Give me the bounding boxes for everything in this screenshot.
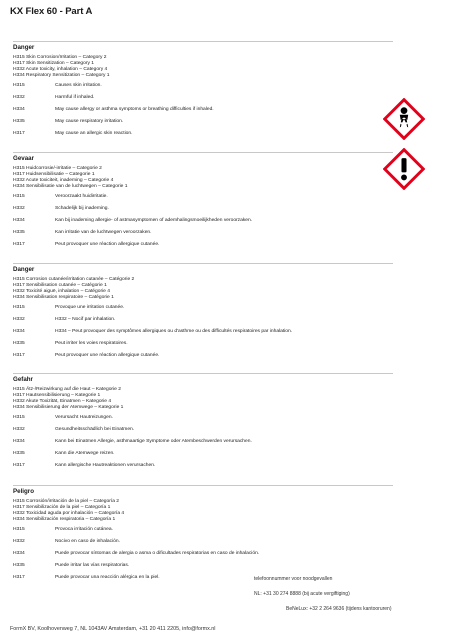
hazard-statement-row [13, 79, 393, 91]
hazard-statement-row [13, 435, 393, 447]
h-text: Kan irritatie van de luchtwegen veroorzaken. [55, 229, 152, 235]
classification-line: H334 Sensibilisierung der Atemwege – Kategorie 1 [13, 405, 124, 410]
h-code: H332 [13, 426, 25, 432]
h-code: H335 [13, 340, 25, 346]
hazard-statement-row [13, 571, 393, 583]
h-text: Veroorzaakt huidirritatie. [55, 193, 108, 199]
h-code: H332 [13, 538, 25, 544]
health-hazard-icon [383, 98, 425, 140]
ghs-pictograms [383, 98, 427, 198]
hazard-statement-row [13, 535, 393, 547]
hazard-statement-row [13, 226, 393, 238]
h-code: H335 [13, 562, 25, 568]
h-code: H332 [13, 205, 25, 211]
hazard-statement-row [13, 103, 393, 115]
signal-word: Gefahr [13, 373, 393, 383]
hazard-statement-row [13, 91, 393, 103]
h-code: H317 [13, 462, 25, 468]
h-text: Kan bij inademing allergie- of astmasymptomen of ademhalingsmoeilijkheden veroorzaken. [55, 217, 253, 223]
classification-line: H332 Acute toxiciteit, inademing – Categorie 4 [13, 178, 114, 183]
classification-line: H334 Respiratory Sensitization – Category 1 [13, 73, 110, 78]
classification-line: H315 Huidcorrosie/-irritatie – Categorie 2 [13, 166, 102, 171]
signal-word: Peligro [13, 485, 393, 495]
h-code: H335 [13, 118, 25, 124]
h-text: May cause an allergic skin reaction. [55, 130, 133, 136]
hazard-statement-row [13, 115, 393, 127]
h-text: Peut provoquer une réaction allergique cutanée. [55, 241, 160, 247]
hazard-statement-row [13, 547, 393, 559]
hazard-statement-row [13, 523, 393, 535]
hazard-section-fr [13, 263, 393, 361]
hazard-statement-row [13, 190, 393, 202]
hazard-statement-row [13, 127, 393, 139]
exclamation-mark-icon [383, 148, 425, 190]
hazard-statement-row [13, 349, 393, 361]
hazard-statement-row [13, 313, 393, 325]
classification-line: H317 Sensibilisation cutanée – Catégorie 1 [13, 283, 107, 288]
classification-line: H332 Toxicidad aguda por inhalación – Categoría 4 [13, 511, 125, 516]
h-text: Kann bei Einatmen Allergie, asthmaartige Symptome oder Atembeschwerden verursachen. [55, 438, 252, 444]
classification-line: H315 Skin Corrosion/Irritation – Category 2 [13, 55, 107, 60]
classification-line: H315 Corrosion cutanée/irritation cutanée – Catégorie 2 [13, 277, 135, 282]
h-code: H334 [13, 217, 25, 223]
classification-line: H315 Ätz-/Reizwirkung auf die Haut – Kategorie 2 [13, 387, 121, 392]
classification-line: H332 Toxicité aiguë, inhalation – Catégorie 4 [13, 289, 110, 294]
h-text: H332 – Nocif par inhalation. [55, 316, 116, 322]
classification-line: H332 Akute Toxizität, Einatmen – Kategorie 4 [13, 399, 112, 404]
hazard-statement-row [13, 423, 393, 435]
classification-line: H334 Sensibilización respiratoria – Categoría 1 [13, 517, 116, 522]
h-code: H315 [13, 414, 25, 420]
h-text: Puede provocar una reacción alérgica en la piel. [55, 574, 160, 580]
hazard-statement-row [13, 214, 393, 226]
signal-word: Gevaar [13, 152, 393, 162]
h-code: H315 [13, 193, 25, 199]
h-code: H315 [13, 82, 25, 88]
classification-line: H332 Acute toxicity, inhalation – Category 4 [13, 67, 108, 72]
hazard-statement-row [13, 238, 393, 250]
h-text: Schadelijk bij inademing. [55, 205, 109, 211]
h-text: Gesundheitsschädlich bei Einatmen. [55, 426, 135, 432]
h-text: Nocivo en caso de inhalación. [55, 538, 120, 544]
h-text: Provoque une irritation cutanée. [55, 304, 125, 310]
h-text: Verursacht Hautreizungen. [55, 414, 113, 420]
h-text: Kann allergische Hautreaktionen verursachen. [55, 462, 156, 468]
classification-line: H315 Corrosión/irritación de la piel – Categoría 2 [13, 499, 120, 504]
h-code: H335 [13, 450, 25, 456]
hazard-statement-row [13, 559, 393, 571]
h-code: H317 [13, 241, 25, 247]
h-code: H315 [13, 526, 25, 532]
classification-line: H334 Sensibilisation respiratoire – Catégorie 1 [13, 295, 114, 300]
emergency-phone-benelux: BeNeLux: +32 2 264 9636 (tijdens kantooruren) [286, 606, 392, 612]
h-code: H317 [13, 574, 25, 580]
h-text: Puede provocar síntomas de alergia o asma o dificultades respiratorias en caso de inhalación. [55, 550, 260, 556]
hazard-statement-row [13, 337, 393, 349]
document-title: KX Flex 60 - Part A [10, 6, 93, 17]
hazard-section-es [13, 485, 393, 583]
emergency-phone-nl: NL: +31 30 274 8888 (bij acute vergiftiging) [254, 591, 350, 597]
h-text: Causes skin irritation. [55, 82, 102, 88]
classification-line: H334 Sensibilisatie van de luchtwegen – Categorie 1 [13, 184, 128, 189]
h-text: May cause allergy or asthma symptoms or breathing difficulties if inhaled. [55, 106, 214, 112]
h-text: Peut provoquer une réaction allergique cutanée. [55, 352, 160, 358]
h-code: H332 [13, 94, 25, 100]
company-footer: FormX BV, Koolhovenweg 7, NL 1043AV Amsterdam, +31 20 411 2205, info@formx.nl [10, 626, 216, 632]
hazard-statement-row [13, 325, 393, 337]
hazard-section-en [13, 41, 393, 139]
h-code: H317 [13, 352, 25, 358]
hazard-statement-row [13, 459, 393, 471]
h-code: H317 [13, 130, 25, 136]
h-text: May cause respiratory irritation. [55, 118, 124, 124]
hazard-statement-row [13, 301, 393, 313]
classification-line: H317 Huidsensibilisatie – Categorie 1 [13, 172, 95, 177]
h-text: H334 – Peut provoquer des symptômes allergiques ou d'asthme ou des difficultés respiratoires par inhalation. [55, 328, 293, 334]
hazard-section-nl [13, 152, 393, 250]
classification-line: H317 Skin Sensitization – Category 1 [13, 61, 95, 66]
h-code: H332 [13, 316, 25, 322]
classification-line: H317 Hautsensibilisierung – Kategorie 1 [13, 393, 101, 398]
h-text: Kann die Atemwege reizen. [55, 450, 115, 456]
classification-line: H317 Sensibilización de la piel – Categoría 1 [13, 505, 111, 510]
h-code: H334 [13, 438, 25, 444]
h-code: H334 [13, 328, 25, 334]
hazard-statement-row [13, 411, 393, 423]
hazard-section-de [13, 373, 393, 471]
h-code: H334 [13, 550, 25, 556]
h-text: Provoca irritación cutánea. [55, 526, 113, 532]
h-text: Harmful if inhaled. [55, 94, 95, 100]
signal-word: Danger [13, 41, 393, 51]
h-text: Puede irritar las vías respiratorias. [55, 562, 130, 568]
emergency-label: telefoonnummer voor noodgevallen [254, 576, 333, 582]
h-text: Peut irriter les voies respiratoires. [55, 340, 128, 346]
hazard-statement-row [13, 202, 393, 214]
hazard-statement-row [13, 447, 393, 459]
h-code: H335 [13, 229, 25, 235]
signal-word: Danger [13, 263, 393, 273]
h-code: H315 [13, 304, 25, 310]
h-code: H334 [13, 106, 25, 112]
